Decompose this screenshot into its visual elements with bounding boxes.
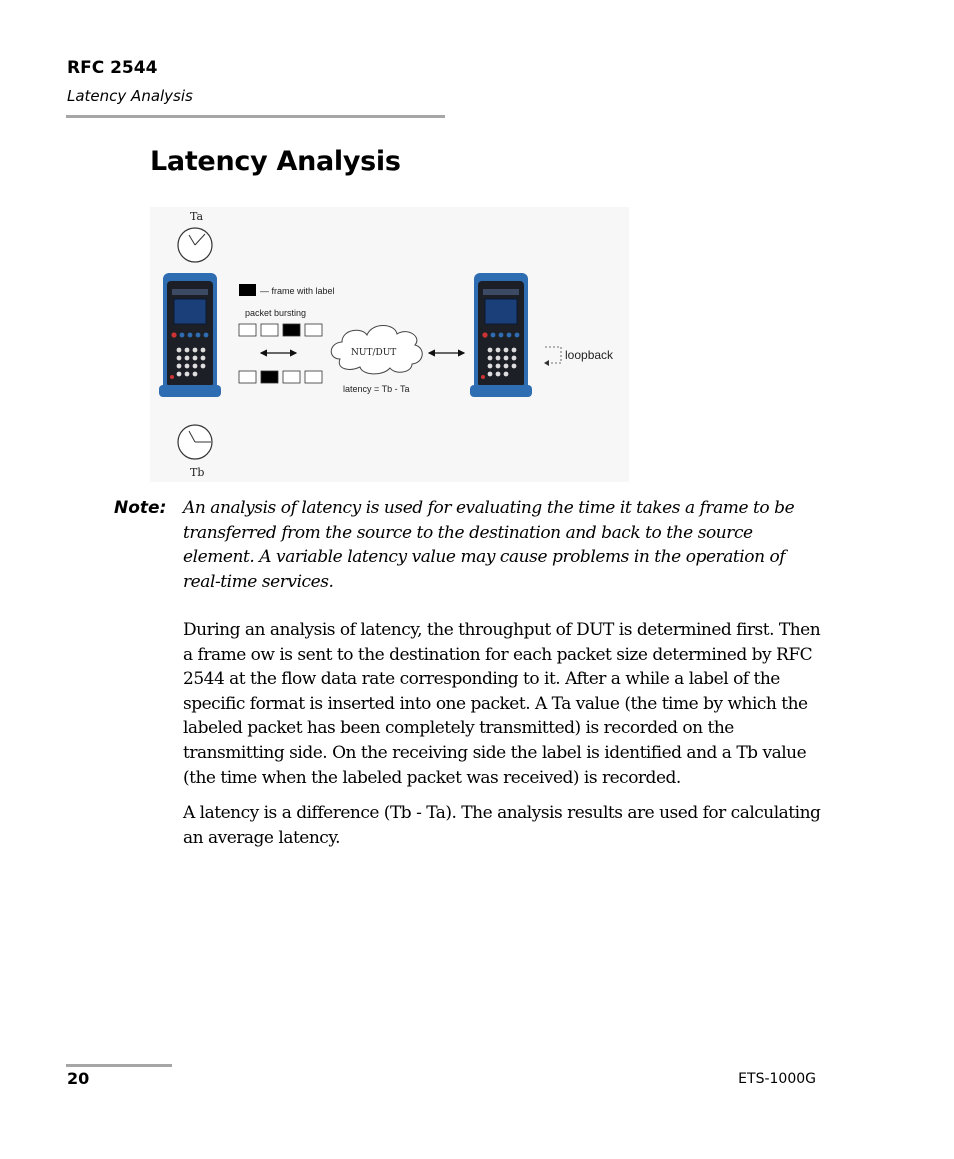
packet-row-bottom [239,371,322,383]
latency-figure [150,207,629,482]
tb-label: Tb [190,466,205,479]
running-header-subsection: Latency Analysis [67,87,193,105]
packet-row-top [239,324,322,336]
clock-ta-icon [178,228,212,262]
loopback-arrow-icon [544,347,561,366]
ta-label: Ta [190,210,204,223]
packet-bursting-label: packet bursting [245,308,307,318]
tester-device-right-icon [470,273,532,397]
nut-dut-label: NUT/DUT [351,348,397,358]
footer-rule [66,1064,172,1067]
page-number: 20 [67,1069,90,1088]
body-paragraph-1: During an analysis of latency, the throughput of DUT is determined first. Then a frame ow is sent to the destination for each packet size determined by RFC 2544 at the flow data rate corresponding to it. After a while a label of the specific format is inserted into one packet. A Ta value (the time by which the labeled packet has been completely transmitted) is recorded on the transmitting side. On the receiving side the label is identified and a Tb value (the time when the labeled packet was received) is recorded. [183,620,821,788]
body-paragraph-2: A latency is a difference (Tb - Ta). The analysis results are used for calculating an average latency. [183,803,821,848]
tester-device-left-icon [159,273,221,397]
legend-text: — frame with label [260,286,335,296]
legend-labeled-frame [239,284,256,296]
note-text: An analysis of latency is used for evaluating the time it takes a frame to be transferred from the source to the destination and back to the source element. A variable latency value may cause problems in the operation of real-time services. [183,498,795,592]
loopback-label: loopback [565,348,614,362]
running-header-section: RFC 2544 [67,58,158,78]
note-label: Note: [114,498,167,518]
page-title: Latency Analysis [150,146,401,177]
clock-tb-icon [178,425,212,459]
latency-formula: latency = Tb - Ta [343,384,410,394]
header-rule [66,115,445,118]
product-name: ETS-1000G [738,1071,816,1087]
